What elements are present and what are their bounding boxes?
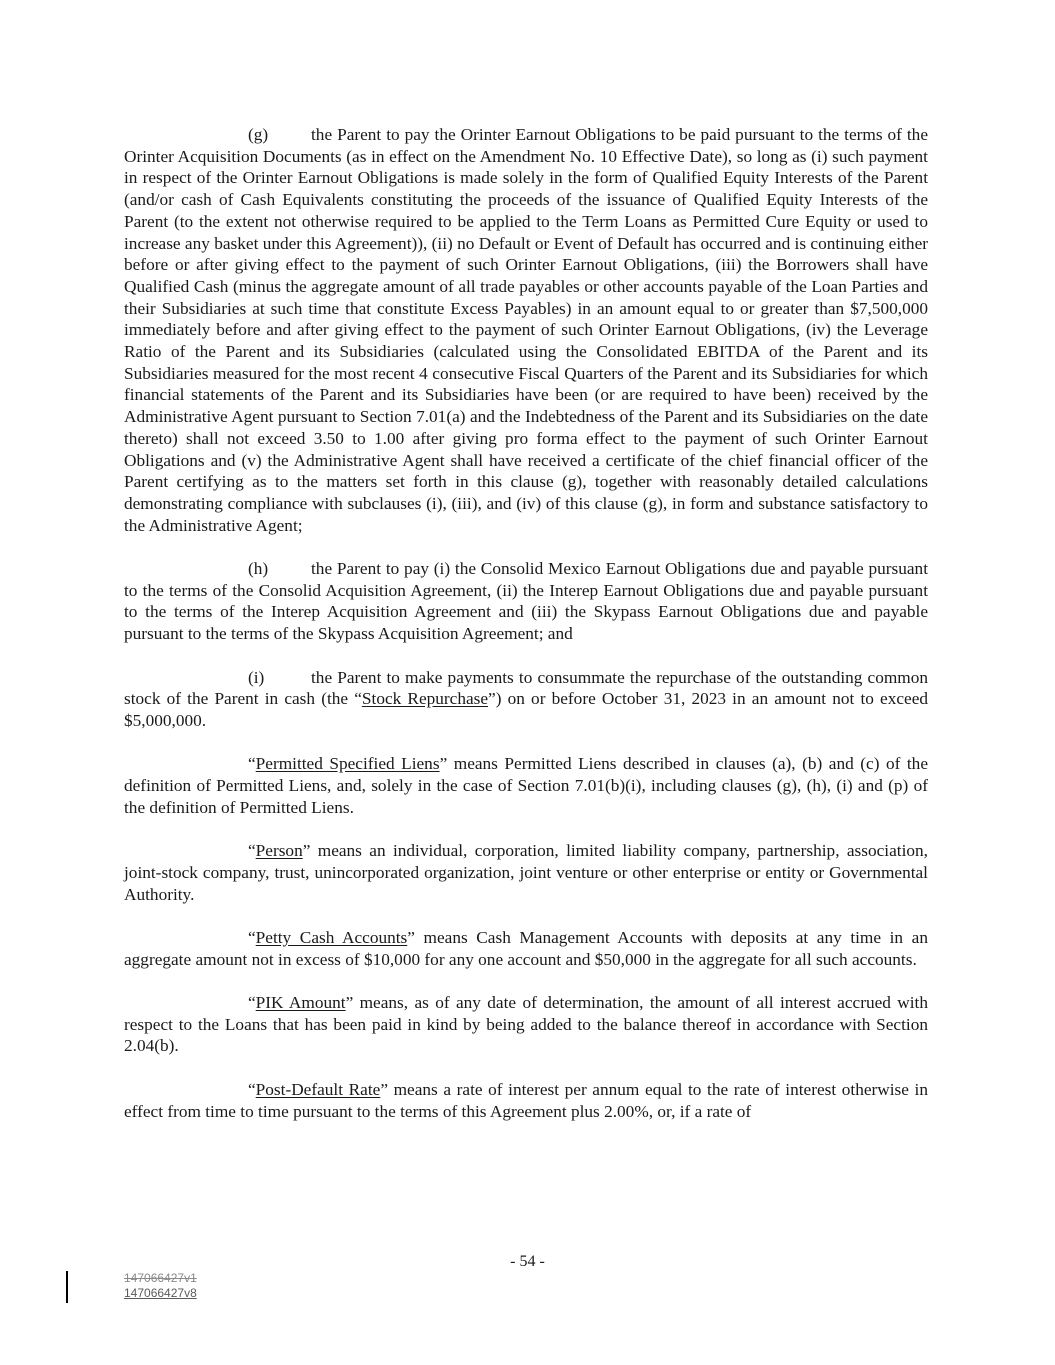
defined-term: Permitted Specified Liens [255,754,440,774]
defined-term: PIK Amount [255,993,346,1013]
definition-post-default-rate: “Post-Default Rate” means a rate of interest per annum equal to the rate of interest otherwise in effect from time to time pursuant to the terms of this Agreement plus 2.00%, or, if a rate of [124,1079,929,1121]
definition-text: ” means a rate of interest per annum equal to the rate of interest otherwise in effect from time to time pursuant to the terms of this Agreement plus 2.00%, or, if a rate of [124,1079,929,1121]
definition-text: ” means, as of any date of determination, the amount of all interest accrued with respect to the Loans that has been paid in kind by being added to the balance thereof in accordance with Section 2.04(b). [124,993,928,1056]
defined-term: Post-Default Rate [255,1079,381,1099]
definition-permitted-specified-liens: “Permitted Specified Liens” means Permitted Liens described in clauses (a), (b) and (c) of the definition of Permitted Liens, and, solely in the case of Section 7.01(b)(i), including clauses (g), (h), (i) and (p) of the definition of Permitted Liens. [124,754,928,817]
definition-text: ” means an individual, corporation, limited liability company, partnership, association, joint-stock company, trust, unincorporated organization, joint venture or other enterprise or entity or Governmental Authority. [124,841,928,904]
clause-g [124,124,928,536]
clause-text: the Parent to make payments to consummate the repurchase of the outstanding common stock of the Parent in cash (the “ [124,667,928,709]
definition-petty-cash-accounts: “Petty Cash Accounts” means Cash Management Accounts with deposits at any time in an aggregate amount not in excess of $10,000 for any one account and $50,000 in the aggregate for all such accounts. [124,927,928,969]
clause-text: ”) on or before October 31, 2023 in an amount not to exceed $5,000,000. [124,689,929,730]
clause-h [124,558,928,645]
clause-label: (i) [248,667,265,687]
clause-label: (h) [248,559,269,579]
new-document-id: 147066427v8 [124,1286,197,1300]
definition-person: “Person” means an individual, corporation, limited liability company, partnership, association, joint-stock company, trust, unincorporated organization, joint venture or other enterprise or entity or Governmental Authority. [124,841,928,904]
definition-text: ” means Cash Management Accounts with deposits at any time in an aggregate amount not in excess of $10,000 for any one account and $50,000 in the aggregate for all such accounts. [124,927,928,969]
document-footer [124,1271,197,1301]
definition-pik-amount: “PIK Amount” means, as of any date of determination, the amount of all interest accrued with respect to the Loans that has been paid in kind by being added to the balance thereof in accordance with Section 2.04(b). [124,993,928,1056]
document-body [124,124,928,1122]
clause-text: the Parent to pay the Orinter Earnout Obligations to be paid pursuant to the terms of the Orinter Acquisition Documents (as in effect on the Amendment No. 10 Effective Date), so long as (i) such payment in respect of the Orinter Earnout Obligations is made solely in the form of Qualified Equity Interests of the Parent (and/or cash of Cash Equivalents constituting the proceeds of the issuance of Qualified Equity Interests of the Parent (to the extent not otherwise required to be applied to the Term Loans as Permitted Cure Equity or used to increase any basket under this Agreement)), (ii) no Default or Event of Default has occurred and is continuing either before or after giving effect to the payment of such Orinter Earnout Obligations, (iii) the Borrowers shall have Qualified Cash (minus the aggregate amount of all trade payables or other accounts payable of the Loan Parties and their Subsidiaries at such time that constitute Excess Payables) in an amount equal to or greater than $7,500,000 immediately before and after giving effect to the payment of such Orinter Earnout Obligations, (iv) the Leverage Ratio of the Parent and its Subsidiaries (calculated using the Consolidated EBITDA of the Parent and its Subsidiaries measured for the most recent 4 consecutive Fiscal Quarters of the Parent and its Subsidiaries for which financial statements of the Parent and its Subsidiaries have been (or are required to have been) received by the Administrative Agent pursuant to Section 7.01(a) and the Indebtedness of the Parent and its Subsidiaries on the date thereto) shall not exceed 3.50 to 1.00 after giving pro forma effect to the payment of such Orinter Earnout Obligations and (v) the Administrative Agent shall have received a certificate of the chief financial officer of the Parent certifying as to the matters set forth in this clause (g), together with reasonably detailed calculations demonstrating compliance with subclauses (i), (iii), and (iv) of this clause (g), in form and substance satisfactory to the Administrative Agent; [124,125,928,535]
clause-i [124,667,928,732]
change-bar [66,1271,68,1303]
definition-text: ” means Permitted Liens described in clauses (a), (b) and (c) of the definition of Permitted Liens, and, solely in the case of Section 7.01(b)(i), including clauses (g), (h), (i) and (p) of the definition of Permitted Liens. [124,754,928,817]
defined-term: Stock Repurchase [361,689,489,709]
clause-label: (g) [248,125,269,144]
defined-term: Petty Cash Accounts [255,927,408,947]
clause-text: the Parent to pay (i) the Consolid Mexico Earnout Obligations due and payable pursuant to the terms of the Consolid Acquisition Agreement, (ii) the Interep Earnout Obligations due and payable pursuant to the terms of the Interep Acquisition Agreement and (iii) the Skypass Earnout Obligations due and payable pursuant to the terms of the Skypass Acquisition Agreement; and [124,559,928,644]
old-document-id: 147066427v1 [124,1271,197,1285]
defined-term: Person [255,841,303,861]
page-number: - 54 - [510,1253,545,1270]
